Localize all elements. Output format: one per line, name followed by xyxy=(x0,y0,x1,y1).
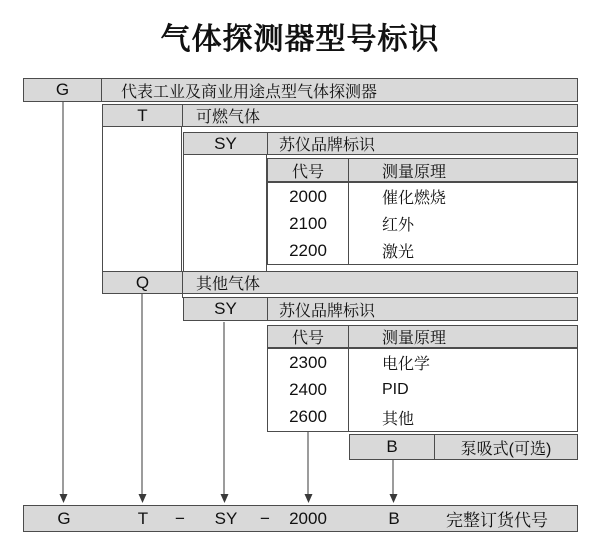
arrow-head-icon xyxy=(59,494,67,503)
table-codes-t xyxy=(267,182,578,265)
arrow-gas-type xyxy=(138,294,147,503)
arrow-shaft xyxy=(308,432,309,494)
code-value: 2000 xyxy=(268,183,349,210)
principle-value: 红外 xyxy=(382,217,415,234)
principle-value: 激光 xyxy=(382,244,415,261)
table-row xyxy=(268,210,577,237)
principle-value: 催化燃烧 xyxy=(382,190,447,207)
row-brand-t xyxy=(183,132,578,155)
q-brand-code: SY xyxy=(184,298,268,320)
table-row xyxy=(268,349,577,376)
code-value: 2400 xyxy=(268,376,349,403)
arrow-shaft xyxy=(142,294,143,494)
order-part-sy: SY xyxy=(214,508,238,528)
row-order-code xyxy=(23,505,578,532)
code-value: 2200 xyxy=(268,237,349,264)
principle-value: 其他 xyxy=(382,410,415,428)
q-label: 其他气体 xyxy=(196,276,261,293)
arrow-pump xyxy=(389,460,398,503)
g-label: 代表工业及商业用途点型气体探测器 xyxy=(121,83,378,101)
arrow-head-icon xyxy=(138,494,146,503)
t-column-connector xyxy=(102,127,182,271)
arrow-shaft xyxy=(224,322,225,494)
arrow-g xyxy=(59,102,68,503)
row-g xyxy=(23,78,578,102)
arrow-head-icon xyxy=(304,494,312,503)
table-codes-q xyxy=(267,348,578,432)
b-label: 泵吸式(可选) xyxy=(460,440,552,458)
order-dash: − xyxy=(260,508,270,528)
order-code-label: 完整订货代号 xyxy=(446,511,548,530)
table-row xyxy=(268,237,577,264)
order-part-code: 2000 xyxy=(289,508,327,528)
arrow-head-icon xyxy=(389,494,397,503)
row-q xyxy=(102,271,578,294)
table-row xyxy=(268,183,577,210)
code-value: 2600 xyxy=(268,404,349,431)
b-code: B xyxy=(350,435,435,459)
t-label: 可燃气体 xyxy=(196,109,261,126)
t-brand-label: 苏仪品牌标识 xyxy=(279,137,376,154)
code-value: 2100 xyxy=(268,210,349,237)
t-header-principle-col: 测量原理 xyxy=(382,163,447,181)
order-part-t: T xyxy=(137,508,149,528)
arrow-brand xyxy=(220,322,229,503)
row-header-t xyxy=(267,158,578,182)
row-brand-q xyxy=(183,297,578,321)
row-t xyxy=(102,104,578,127)
order-part-g: G xyxy=(57,508,71,528)
row-header-q xyxy=(267,325,578,348)
q-header-code-col: 代号 xyxy=(268,326,349,347)
principle-value: 电化学 xyxy=(382,356,431,374)
code-value: 2300 xyxy=(268,349,349,376)
q-header-principle-col: 测量原理 xyxy=(382,330,447,347)
diagram-title: 气体探测器型号标识 xyxy=(160,23,440,56)
arrow-head-icon xyxy=(220,494,228,503)
q-code: Q xyxy=(103,272,183,293)
t-code: T xyxy=(103,105,183,126)
t-header-code-col: 代号 xyxy=(268,159,349,181)
arrow-shaft xyxy=(393,460,394,494)
arrow-shaft xyxy=(63,102,64,494)
order-dash: − xyxy=(175,508,185,528)
t-brand-code: SY xyxy=(184,133,268,154)
q-brand-label: 苏仪品牌标识 xyxy=(279,302,376,320)
sy-column-connector-t xyxy=(183,155,267,271)
row-b xyxy=(349,434,578,460)
table-row xyxy=(268,404,577,431)
arrow-code xyxy=(304,432,313,503)
order-part-b: B xyxy=(388,508,400,528)
g-code: G xyxy=(24,79,102,101)
principle-value: PID xyxy=(382,380,409,398)
table-row xyxy=(268,376,577,403)
